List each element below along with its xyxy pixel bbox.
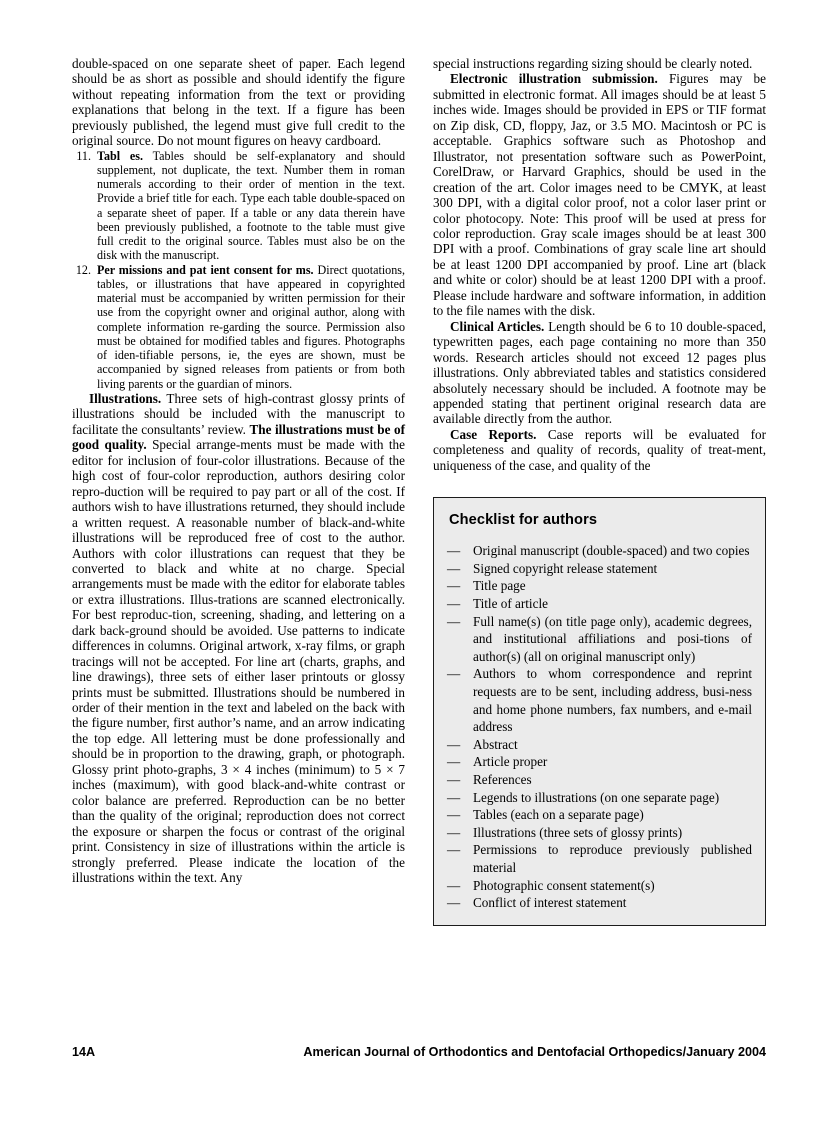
left-column: [72, 56, 405, 885]
right-column: [433, 56, 766, 926]
list-item: [447, 613, 752, 666]
list-item: [447, 665, 752, 735]
checklist-item-label: Tables (each on a separate page): [473, 807, 644, 823]
list-item: [447, 577, 752, 595]
list-item: [447, 736, 752, 754]
list-item: [447, 771, 752, 789]
clinical-articles-paragraph: [433, 319, 766, 427]
illustrations-paragraph: [72, 391, 405, 886]
checklist-item-label: References: [473, 771, 532, 787]
list-item-text: Direct quotations, tables, or illustrations that have appeared in copyrighted material must be accompanied by written permission for their use from the copyright owner and original author, along with complete information re-garding the source. Permission also must be obtained for modified tables and figures. Photographs of iden-tifiable persons, ie, the eyes are shown, must be accompanied by signed releases from patients or from both living parents or the guardian of minors.: [97, 262, 405, 391]
checklist-item-label: Signed copyright release statement: [473, 560, 658, 576]
em-dash-bullet-icon: —: [447, 771, 461, 787]
em-dash-bullet-icon: —: [447, 824, 461, 840]
em-dash-bullet-icon: —: [447, 789, 461, 805]
left-continued-paragraph: double-spaced on one separate sheet of paper. Each legend should be as short as possible and should identify the figure without repeating information from the text or providing explanations that belong in the text. If a figure has been previously published, the legend must give full credit to the original source. Do not mount figures on heavy cardboard.: [72, 56, 405, 149]
case-reports-text: Case reports will be evaluated for completeness and quality of records, quality of treat-ment, uniqueness of the case, and quality of the: [433, 426, 766, 473]
checklist-item-label: Original manuscript (double-spaced) and two copies: [473, 543, 750, 559]
list-item: [447, 753, 752, 771]
em-dash-bullet-icon: —: [447, 895, 461, 911]
list-item-text: Tables should be self-explanatory and should supplement, not duplicate, the text. Number them in roman numerals according to their order of mention in the text. Provide a brief title for each. Type each table double-spaced on a separate sheet of paper. If a table or any data therein have been previously published, a footnote to the table must give full credit to the original source. Tables must also be on the disk with the manuscript.: [97, 148, 405, 263]
em-dash-bullet-icon: —: [447, 754, 461, 770]
page-content: [72, 56, 766, 926]
right-continued-paragraph: special instructions regarding sizing should be clearly noted.: [433, 56, 753, 71]
list-item-runin: Tabl es.: [97, 148, 143, 163]
checklist-item-label: Title page: [473, 578, 526, 594]
page-footer: [72, 1045, 766, 1059]
em-dash-bullet-icon: —: [447, 613, 461, 629]
illustrations-quality-emphasis: The illustrations must be of good quality.: [72, 421, 405, 453]
checklist-item-label: Legends to illustrations (on one separate page): [473, 789, 720, 805]
checklist-for-authors-box: [433, 497, 766, 925]
checklist-item-label: Conflict of interest statement: [473, 895, 627, 911]
list-item: [447, 894, 752, 912]
electronic-submission-runin: Electronic illustration submission.: [450, 71, 658, 87]
list-item-body: [97, 263, 405, 391]
list-item: [447, 824, 752, 842]
illustrations-text-part2: Special arrange-ments must be made with the editor for inclusion of four-color illustrations. Because of the high cost of four-color reproduction, authors desiring color repro-duction will be required to pay part or all of the cost. If authors wish to have illustrations returned, they should include a written request. A reasonable number of black-and-white illustrations will be reproduced free of cost to the author. Authors with color illustrations can request that they be converted to black and white at no charge. Special arrangements must be made with the editor for elaborate tables or extra illustrations. Illus-trations are scanned electronically. For best reproduc-tion, screening, shading, and lettering on a dark back-ground should be avoided. Use patterns to indicate differences in columns. Original artwork, x-ray films, or graph tracings will not be accepted. For line art (charts, graphs, and line drawings), three sets of either laser printouts or glossy prints must be submitted. Illustrations should be numbered in order of their mention in the text and labeled on the back with the figure number, first author’s name, and an arrow indicating the top edge. All lettering must be done professionally and should be in proportion to the drawing, graph, or photograph. Glossy print photo-graphs, 3 × 4 inches (minimum) to 5 × 7 inches (maximum), with good black-and-white contrast or color balance are preferred. Reproduction can be no better than the quality of the original; reproduction does not correct the exposure or sharpen the focus or contrast of the original print. Consistency in size of illustrations within the article is strongly preferred. Please indicate the location of the illustrations within the text. Any: [72, 437, 405, 886]
illustrations-runin: Illustrations.: [89, 390, 162, 406]
list-item: [447, 877, 752, 895]
illustrations-text-part1: Three sets of high-contrast glossy prints of illustrations should be included with the manuscript to facilitate the consultants’ review.: [72, 390, 405, 437]
case-reports-paragraph: [433, 427, 766, 473]
checklist-item-label: Title of article: [473, 596, 548, 612]
list-item: [72, 149, 405, 263]
checklist-item-label: Full name(s) (on title page only), academic degrees, and institutional affiliations and posi-tions of author(s) (all on original manuscript only): [473, 613, 752, 664]
list-item: [447, 542, 752, 560]
checklist-items: [447, 542, 752, 911]
journal-citation: American Journal of Orthodontics and Dentofacial Orthopedics/January 2004: [303, 1045, 766, 1059]
list-item: [447, 595, 752, 613]
em-dash-bullet-icon: —: [447, 578, 461, 594]
em-dash-bullet-icon: —: [447, 666, 461, 682]
checklist-item-label: Abstract: [473, 736, 518, 752]
checklist-title: Checklist for authors: [449, 512, 598, 529]
em-dash-bullet-icon: —: [447, 596, 461, 612]
list-item: [447, 560, 752, 578]
list-item: [447, 806, 752, 824]
list-item: [447, 841, 752, 876]
em-dash-bullet-icon: —: [447, 842, 461, 858]
checklist-item-label: Photographic consent statement(s): [473, 877, 655, 893]
clinical-articles-runin: Clinical Articles.: [450, 318, 545, 334]
em-dash-bullet-icon: —: [447, 560, 461, 576]
list-item: [447, 789, 752, 807]
checklist-item-label: Illustrations (three sets of glossy prints): [473, 824, 683, 840]
list-item-body: [97, 149, 405, 263]
checklist-box-wrapper: [433, 497, 766, 925]
em-dash-bullet-icon: —: [447, 543, 461, 559]
em-dash-bullet-icon: —: [447, 877, 461, 893]
checklist-item-label: Authors to whom correspondence and reprint requests are to be sent, including address, busi-ness and home phone numbers, fax numbers, and e-mail address: [473, 666, 752, 735]
list-item-number: 12.: [75, 262, 91, 277]
two-column-layout: [72, 56, 766, 926]
electronic-submission-text: Figures may be submitted in electronic format. All images should be at least 5 inches wide. Images should be provided in EPS or TIF format on Zip disk, CD, floppy, Jaz, or 3.5 MO. Macintosh or PC is acceptable. Graphics software such as Photoshop and Illustrator, not presentation software such as PowerPoint, CorelDraw, or Harvard Graphics, should be used in the creation of the art. Color images need to be CMYK, at least 300 DPI, with a digital color proof, not a color laser print or color photocopy. Note: This proof will be used at press for color reproduction. Gray scale images should be at least 300 DPI with a proof. Combinations of gray scale line art should be at least 1200 DPI accompanied by proof. Line art (black and white or color) should be at least 1200 DPI with a proof. Please include hardware and software information, in addition to the file names with the disk.: [433, 71, 766, 319]
checklist-item-label: Article proper: [473, 754, 548, 770]
page-number: 14A: [72, 1045, 96, 1059]
em-dash-bullet-icon: —: [447, 807, 461, 823]
list-item-runin: Per missions and pat ient consent for ms.: [97, 262, 314, 277]
clinical-articles-text: Length should be 6 to 10 double-spaced, typewritten pages, each page containing no more than 350 words. Research articles should not exceed 12 pages plus illustrations. Only abbreviated tables and statistics considered absolutely necessary should be included. A footnote may be appended stating that pertinent original research data are available directly from the author.: [433, 318, 766, 427]
electronic-submission-paragraph: [433, 71, 766, 318]
case-reports-runin: Case Reports.: [450, 426, 537, 442]
em-dash-bullet-icon: —: [447, 736, 461, 752]
list-item: [72, 263, 405, 391]
checklist-item-label: Permissions to reproduce previously published material: [473, 842, 752, 875]
numbered-instruction-list: [72, 149, 405, 391]
list-item-number: 11.: [76, 148, 91, 163]
